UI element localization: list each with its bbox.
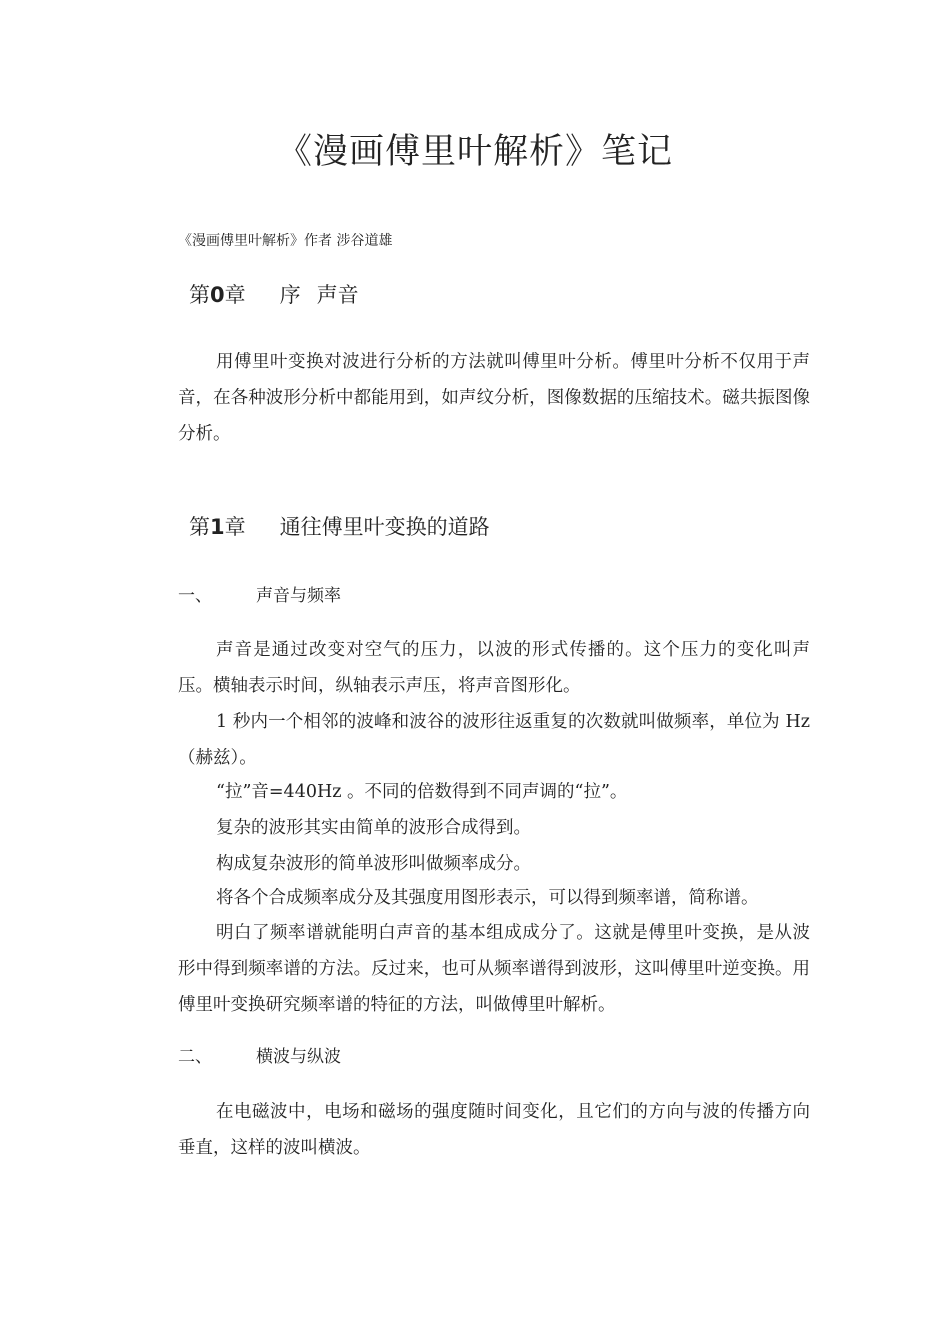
- document-subtitle: 《漫画傅里叶解析》作者 涉谷道雄: [178, 233, 393, 249]
- section-1-paragraph-1: 声音是通过改变对空气的压力，以波的形式传播的。这个压力的变化叫声压。横轴表示时间，纵轴表示声压，将声音图形化。: [178, 640, 810, 696]
- section-1-paragraph-2: 1 秒内一个相邻的波峰和波谷的波形往返重复的次数就叫做频率，单位为 Hz（赫兹）。: [178, 712, 810, 768]
- section-1-paragraph-5: 构成复杂波形的简单波形叫做频率成分。: [216, 854, 531, 874]
- section-2-marker: 二、: [178, 1047, 212, 1067]
- chapter-1-prefix: 第: [189, 515, 210, 539]
- document-title: 《漫画傅里叶解析》笔记: [276, 132, 673, 172]
- chapter-1-heading: [189, 512, 490, 542]
- section-2-paragraph: 在电磁波中，电场和磁场的强度随时间变化，且它们的方向与波的传播方向垂直，这样的波叫横波。: [178, 1102, 810, 1158]
- section-1-paragraph-6: 将各个合成频率成分及其强度用图形表示，可以得到频率谱，简称谱。: [216, 888, 759, 908]
- section-1-paragraph-3: “拉”音=440Hz 。不同的倍数得到不同声调的“拉”。: [216, 782, 628, 802]
- chapter-0-title-part1: 序: [279, 283, 301, 307]
- section-1-paragraph-4: 复杂的波形其实由简单的波形合成得到。: [216, 818, 531, 838]
- chapter-0-number: 0: [210, 283, 225, 307]
- chapter-0-prefix: 第: [189, 283, 210, 307]
- section-1-heading: [178, 583, 341, 609]
- chapter-1-suffix: 章: [224, 515, 246, 539]
- section-2-title: 横波与纵波: [256, 1047, 341, 1067]
- chapter-1-title: 通往傅里叶变换的道路: [279, 515, 490, 539]
- chapter-1-number: 1: [210, 515, 225, 539]
- chapter-0-heading: [189, 280, 359, 310]
- chapter-0-paragraph: 用傅里叶变换对波进行分析的方法就叫傅里叶分析。傅里叶分析不仅用于声音，在各种波形分析中都能用到，如声纹分析，图像数据的压缩技术。磁共振图像分析。: [178, 352, 810, 444]
- section-1-title: 声音与频率: [256, 586, 341, 606]
- section-1-paragraph-7: 明白了频率谱就能明白声音的基本组成成分了。这就是傅里叶变换，是从波形中得到频率谱的方法。反过来，也可从频率谱得到波形，这叫傅里叶逆变换。用傅里叶变换研究频率谱的特征的方法，叫做傅里叶解析。: [178, 923, 810, 1015]
- section-2-heading: [178, 1044, 341, 1070]
- chapter-0-title-part2: 声音: [316, 283, 359, 307]
- section-1-marker: 一、: [178, 586, 212, 606]
- chapter-0-suffix: 章: [224, 283, 246, 307]
